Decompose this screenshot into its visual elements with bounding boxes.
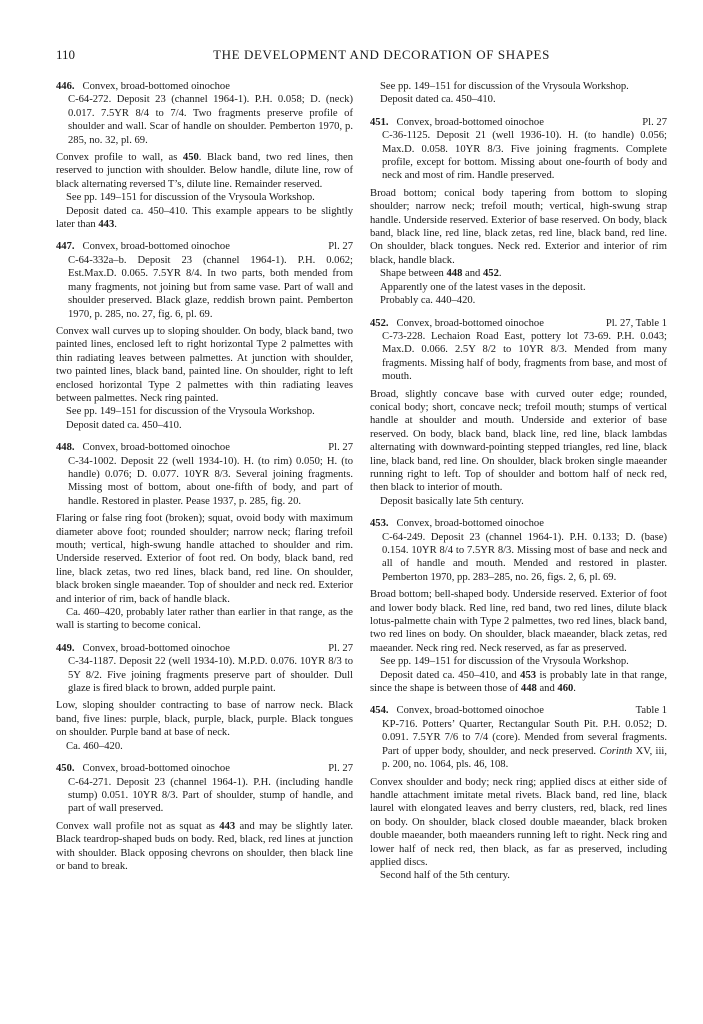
entry-catalog: C-64-249. Deposit 23 (channel 1964-1). P.H. 0.133; D. (base) 0.154. 10YR 8/4 to 7.5YR 8/3. Missing most of base and neck and all of handle and mouth. Mended and restored in plaster. Pemberton 1970, pp. 283–285, no. 26, figs. 2, 6, pl. 69.	[382, 531, 667, 583]
entry-date: Ca. 460–420, probably later rather than earlier in that range, as the wall is starting to become conical.	[56, 607, 353, 632]
cross-reference: 448	[446, 268, 463, 280]
entry-heading	[56, 441, 353, 454]
catalog-entry-446	[56, 80, 353, 231]
catalog-entry-450	[56, 762, 353, 873]
entry-date: Probably ca. 440–420.	[380, 295, 476, 307]
entry-see-note: See pp. 149–151 for discussion of the Vrysoula Workshop.	[66, 406, 315, 418]
catalog-entry-450-continued	[370, 80, 667, 107]
entry-number: 447.	[56, 241, 75, 253]
entry-number: 454.	[370, 705, 389, 717]
entry-title: Convex, broad-bottomed oinochoe	[82, 763, 230, 775]
entry-heading	[370, 517, 667, 530]
catalog-entry-454	[370, 704, 667, 882]
entry-see-note: See pp. 149–151 for discussion of the Vrysoula Workshop.	[380, 656, 629, 668]
cross-reference: 452	[482, 268, 499, 280]
right-column	[370, 80, 667, 892]
page-header	[56, 47, 667, 65]
entry-description: Low, sloping shoulder contracting to base of narrow neck. Black band, five lines: purple, black, purple, black, purple. Black tongues on shoulder. Purple band at base of neck.	[56, 700, 353, 739]
entry-number: 450.	[56, 763, 75, 775]
entry-title: Convex, broad-bottomed oinochoe	[82, 241, 230, 253]
entry-date: Deposit dated ca. 450–410.	[380, 94, 496, 106]
entry-shape-note: Shape between 448 and 452.	[380, 268, 502, 280]
entry-number: 451.	[370, 116, 389, 128]
cross-reference: 460	[557, 683, 574, 695]
catalog-entry-448	[56, 441, 353, 633]
plate-reference: Pl. 27	[328, 642, 353, 654]
entry-see-note: See pp. 149–151 for discussion of the Vrysoula Workshop.	[380, 81, 629, 92]
catalog-entry-452	[370, 317, 667, 509]
entry-number: 446.	[56, 81, 75, 92]
catalog-entry-449	[56, 642, 353, 753]
entry-description: Convex wall curves up to sloping shoulder. On body, black band, two painted lines, enclosed left to right horizontal Type 2 palmettes with thin radiating leaves between palmettes. At junction with shoulder, two painted lines, black band, painted line. On shoulder, right to left enclosed horizontal Type 2 palmettes with thin radiating leaves between palmettes. Neck ring painted.	[56, 325, 353, 404]
entry-catalog: C-73-228. Lechaion Road East, pottery lot 73-69. P.H. 0.043; Max.D. 0.066. 2.5Y 8/2 to 10YR 8/3. Mended from many fragments. Missing half of body, fragments from base, and most of mouth.	[382, 330, 667, 383]
plate-reference: Pl. 27	[328, 442, 353, 454]
entry-heading	[56, 80, 353, 93]
entry-heading	[370, 704, 667, 717]
entry-catalog: C-36-1125. Deposit 21 (well 1936-10). H. (to handle) 0.056; Max.D. 0.058. 10YR 8/3. Five joining fragments. Complete profile, except for bottom. Missing about one-fourth of body and neck and most of rim. Handle preserved.	[382, 130, 667, 182]
entry-catalog: C-34-1002. Deposit 22 (well 1934-10). H. (to rim) 0.050; H. (to handle) 0.076; D. 0.077. 10YR 8/3. Several joining fragments. Missing most of bottom, about one-fifth of body, and part of handle. Restored in plaster. Pease 1937, p. 285, fig. 20.	[68, 455, 353, 507]
cross-reference: 443	[219, 820, 236, 832]
entry-catalog: C-64-271. Deposit 23 (channel 1964-1). P.H. (including handle stump) 0.051. 10YR 8/3. Part of shoulder, stump of handle, and part of wall preserved.	[68, 776, 353, 815]
entry-title: Convex, broad-bottomed oinochoe	[396, 317, 544, 329]
entry-number: 452.	[370, 317, 389, 329]
entry-heading	[56, 642, 353, 655]
entry-catalog: KP-716. Potters’ Quarter, Rectangular South Pit. P.H. 0.052; D. 0.091. 7.5YR 7/6 to 7/4 (core). Mended from several fragments. Part of upper body, shoulder, and neck preserved. Corinth XV, iii, p. 200, no. 1064, pls. 46, 108.	[382, 718, 668, 771]
entry-catalog: C-64-272. Deposit 23 (channel 1964-1). P.H. 0.058; D. (neck) 0.017. 7.5YR 8/4 to 7/4. Two fragments preserve profile of shoulder and wall. Scar of handle on shoulder. Pemberton 1970, p. 285, no. 32, pl. 69.	[68, 94, 353, 146]
entry-description: Convex wall profile not as squat as 443 and may be slightly later. Black teardrop-shaped buds on body. Red, black, red lines at junction with shoulder. Black opposing chevrons on shoulder, then black line or band to break.	[56, 820, 353, 872]
entry-description: Flaring or false ring foot (broken); squat, ovoid body with maximum diameter above foot; rounded shoulder; narrow neck; flaring trefoil mouth; vertical, high-swung handle attached to shoulder and rim. Underside reserved. Exterior of foot red. On body, black band, red line, black zetas, two red lines, black band, red line. On shoulder, black broken single maeander. Top of shoulder and neck red. Exterior and interior of rim, back of handle black.	[56, 513, 353, 605]
entry-number: 453.	[370, 518, 389, 530]
entry-catalog: C-64-332a–b. Deposit 23 (channel 1964-1). P.H. 0.062; Est.Max.D. 0.065. 7.5YR 8/4. In two parts, both mended from many fragments, not joining but from same vase. Part of wall and shoulder preserved. Black glaze, reddish brown paint. Pemberton 1970, p. 285, no. 27, fig. 6, pl. 69.	[68, 254, 353, 320]
entry-title: Convex, broad-bottomed oinochoe	[396, 518, 544, 530]
entry-heading	[56, 240, 353, 253]
entry-see-note: See pp. 149–151 for discussion of the Vrysoula Workshop.	[66, 192, 315, 204]
entry-note: Apparently one of the latest vases in the deposit.	[380, 281, 586, 293]
entry-title: Convex, broad-bottomed oinochoe	[82, 442, 230, 454]
entry-title: Convex, broad-bottomed oinochoe	[396, 116, 544, 128]
plate-reference: Pl. 27, Table 1	[605, 317, 667, 329]
entry-date: Deposit dated ca. 450–410. This example appears to be slightly later than 443.	[56, 205, 353, 231]
entry-heading	[370, 116, 667, 129]
publication-title: Corinth	[599, 745, 633, 757]
entry-description: Convex shoulder and body; neck ring; applied discs at either side of handle attachment imitate metal rivets. Black band, red line, black laurel with elongated leaves and berry clusters, red, black, red lines on body. On shoulder, black closed double maeander, black broken double maeander, both maeanders running left to right. Neck ring and lower half of neck red, then black, as far as preserved, including applied discs.	[370, 776, 667, 868]
entry-description: Convex profile to wall, as 450. Black band, two red lines, then reserved to junction with shoulder. Below handle, dilute line, row of black alternating reversed T’s, dilute line. Remainder reserved.	[56, 152, 354, 190]
entry-title: Convex, broad-bottomed oinochoe	[396, 705, 544, 717]
catalog-entry-447	[56, 240, 353, 432]
catalog-entry-451	[370, 116, 667, 308]
entry-date: Second half of the 5th century.	[380, 870, 510, 882]
cross-reference: 448	[520, 683, 537, 695]
left-column	[56, 80, 353, 882]
entry-number: 448.	[56, 442, 75, 454]
entry-description: Broad bottom; bell-shaped body. Underside reserved. Exterior of foot and lower body black. Red line, red band, two red lines, dilute black lotus-palmette chain with Type 2 palmettes, two red lines, black band, two red lines on body. On shoulder, black maeander, black zetas, red maeander. Neck ring red. Neck reserved, as far as preserved.	[370, 589, 667, 654]
cross-reference: 443	[98, 219, 115, 231]
plate-reference: Pl. 27	[642, 116, 667, 128]
entry-date: Deposit dated ca. 450–410.	[66, 419, 182, 431]
catalog-entry-453	[370, 517, 667, 695]
plate-reference: Pl. 27	[328, 241, 353, 253]
entry-date: Deposit dated ca. 450–410, and 453 is probably late in that range, since the shape is between those of 448 and 460.	[370, 669, 667, 695]
entry-date: Deposit basically late 5th century.	[380, 495, 524, 507]
plate-reference: Pl. 27	[328, 763, 353, 775]
entry-catalog: C-34-1187. Deposit 22 (well 1934-10). M.P.D. 0.076. 10YR 8/3 to 5Y 8/2. Five joining fragments preserve part of shoulder. Dull glaze is fired black to brown, added purple paint.	[68, 656, 353, 695]
entry-heading	[56, 762, 353, 775]
running-title: THE DEVELOPMENT AND DECORATION OF SHAPES	[213, 47, 550, 62]
page-number: 110	[56, 47, 76, 62]
cross-reference: 450	[182, 152, 199, 164]
entry-date: Ca. 460–420.	[66, 740, 123, 752]
cross-reference: 453	[520, 669, 537, 681]
entry-description: Broad, slightly concave base with curved outer edge; rounded, conical body; short, concave neck; trefoil mouth; stumps of vertical handle at shoulder and mouth. Underside and exterior of base reserved. On body, black band, black line, red line, black lambdas alternating with downward-pointing stepped triangles, red line, black line, black band, red line. On shoulder, black broken single maeander running right to left. Top of shoulder and bottom half of neck red, then black to interior of mouth.	[370, 388, 667, 494]
plate-reference: Table 1	[635, 705, 667, 717]
entry-description: Broad bottom; conical body tapering from bottom to sloping shoulder; narrow neck; trefoil mouth; vertical, high-swung strap handle. Underside reserved. Exterior of base reserved. On body, black band, black line, red line, black zetas, red line, black band, red line. On shoulder, black tongues. Neck red. Exterior and interior of rim black, handle black.	[370, 187, 667, 266]
entry-title: Convex, broad-bottomed oinochoe	[82, 642, 230, 654]
entry-heading	[370, 317, 667, 330]
entry-number: 449.	[56, 642, 75, 654]
entry-title: Convex, broad-bottomed oinochoe	[82, 81, 230, 92]
